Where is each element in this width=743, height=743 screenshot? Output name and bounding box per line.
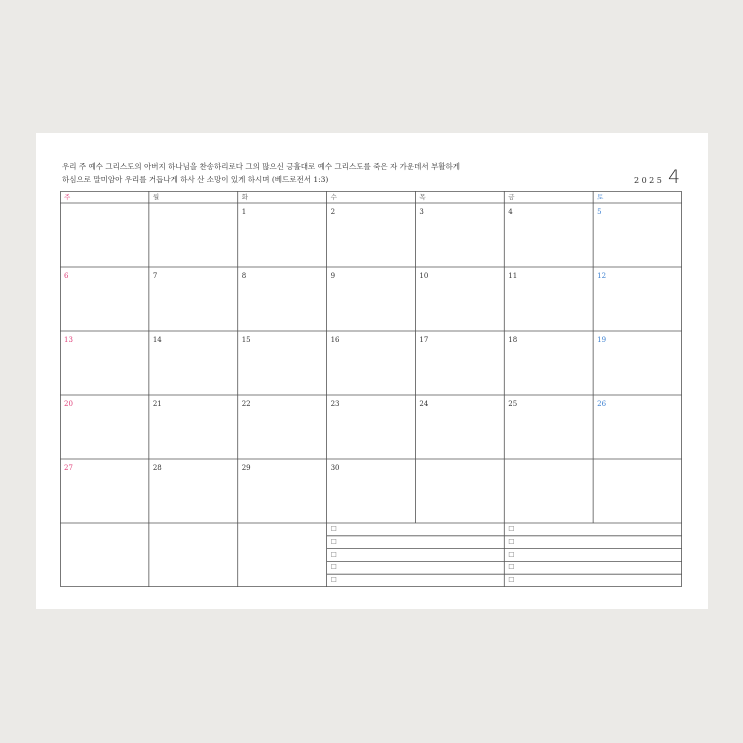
weekday-sat: 토 [597,193,604,201]
calendar-grid [60,191,682,587]
day-cell[interactable] [415,203,504,267]
week-row [60,331,682,395]
day-number: 29 [241,464,251,472]
day-number: 14 [152,336,162,344]
checkbox-item[interactable]: ☐ [330,525,337,533]
checkbox-item[interactable]: ☐ [330,576,337,585]
day-cell[interactable] [327,395,416,459]
day-number: 9 [330,272,336,280]
day-number: 19 [597,336,607,344]
day-cell[interactable] [327,203,416,267]
day-cell[interactable] [238,203,327,267]
weekday-sun: 주 [64,193,71,201]
day-number: 21 [152,400,162,408]
day-number: 20 [64,400,73,408]
day-cell[interactable] [327,267,416,331]
checkbox-item[interactable]: ☐ [330,563,337,572]
day-cell[interactable] [504,267,593,331]
day-number: 17 [419,336,429,344]
day-number: 27 [64,464,73,472]
day-number: 25 [508,400,518,408]
day-number: 22 [241,400,251,408]
day-cell[interactable] [238,267,327,331]
day-cell[interactable] [60,203,149,267]
week-row [60,267,682,331]
day-number: 15 [241,336,251,344]
day-number: 10 [419,272,429,280]
day-cell[interactable] [415,395,504,459]
calendar-sheet [36,133,708,609]
day-number: 28 [152,464,162,472]
day-number: 23 [330,400,340,408]
day-number: 11 [508,272,518,280]
checkbox-item[interactable]: ☐ [508,537,515,546]
day-cell[interactable] [238,459,327,523]
day-cell[interactable] [504,459,593,523]
week-row [60,459,682,523]
weekday-mon: 월 [152,193,160,201]
month-label: 4 [668,166,681,188]
day-number: 2 [330,208,336,216]
day-cell[interactable] [238,395,327,459]
day-cell[interactable] [504,395,593,459]
day-cell[interactable] [415,331,504,395]
day-number: 18 [508,336,518,344]
day-number: 3 [419,208,424,216]
day-number: 4 [508,208,513,216]
day-cell[interactable] [415,459,504,523]
weekday-fri: 금 [508,193,515,201]
day-cell[interactable] [149,395,238,459]
day-number: 8 [241,272,247,280]
day-cell[interactable] [149,203,238,267]
week-row [60,203,682,267]
checkbox-item[interactable]: ☐ [330,550,337,559]
day-cell[interactable] [149,267,238,331]
weekday-wed: 수 [330,193,337,201]
weekday-thu: 목 [419,193,426,201]
week-row [60,395,682,459]
checkbox-item[interactable]: ☐ [330,537,337,546]
verse-line-1: 우리 주 예수 그리스도의 아버지 하나님을 찬송하리로다 그의 많으신 긍휼대로 예수 그리스도를 죽은 자 가운데서 부활하게 [62,162,461,171]
day-cell[interactable] [60,267,149,331]
day-cell[interactable] [238,331,327,395]
day-cell[interactable] [504,203,593,267]
checkbox-item[interactable]: ☐ [508,576,515,585]
day-number: 30 [330,464,340,472]
day-cell[interactable] [149,331,238,395]
day-number: 1 [241,208,247,216]
day-cell[interactable] [593,267,682,331]
weekday-header [60,191,682,203]
day-number: 7 [152,272,158,280]
day-number: 6 [64,272,69,280]
day-cell[interactable] [593,331,682,395]
day-cell[interactable] [593,203,682,267]
weekday-tue: 화 [241,193,248,201]
day-number: 12 [597,272,607,280]
checkbox-item[interactable]: ☐ [508,563,515,572]
day-cell[interactable] [149,459,238,523]
day-cell[interactable] [60,395,149,459]
day-number: 16 [330,336,340,344]
day-number: 24 [419,400,429,408]
day-cell[interactable] [60,459,149,523]
day-number: 13 [64,336,73,344]
bible-verse [62,160,460,186]
day-cell[interactable] [415,267,504,331]
day-number: 26 [597,400,607,408]
day-cell[interactable] [593,459,682,523]
year-label: 2025 [634,176,665,185]
day-cell[interactable] [504,331,593,395]
verse-line-2: 하심으로 말미암아 우리를 거듭나게 하사 산 소망이 있게 하시며 (베드로전서 1:3) [62,175,329,184]
day-cell[interactable] [327,331,416,395]
day-cell[interactable] [327,459,416,523]
checkbox-item[interactable]: ☐ [508,550,515,559]
day-cell[interactable] [60,331,149,395]
checkbox-item[interactable]: ☐ [508,525,515,533]
day-cell[interactable] [593,395,682,459]
day-number: 5 [597,208,602,216]
